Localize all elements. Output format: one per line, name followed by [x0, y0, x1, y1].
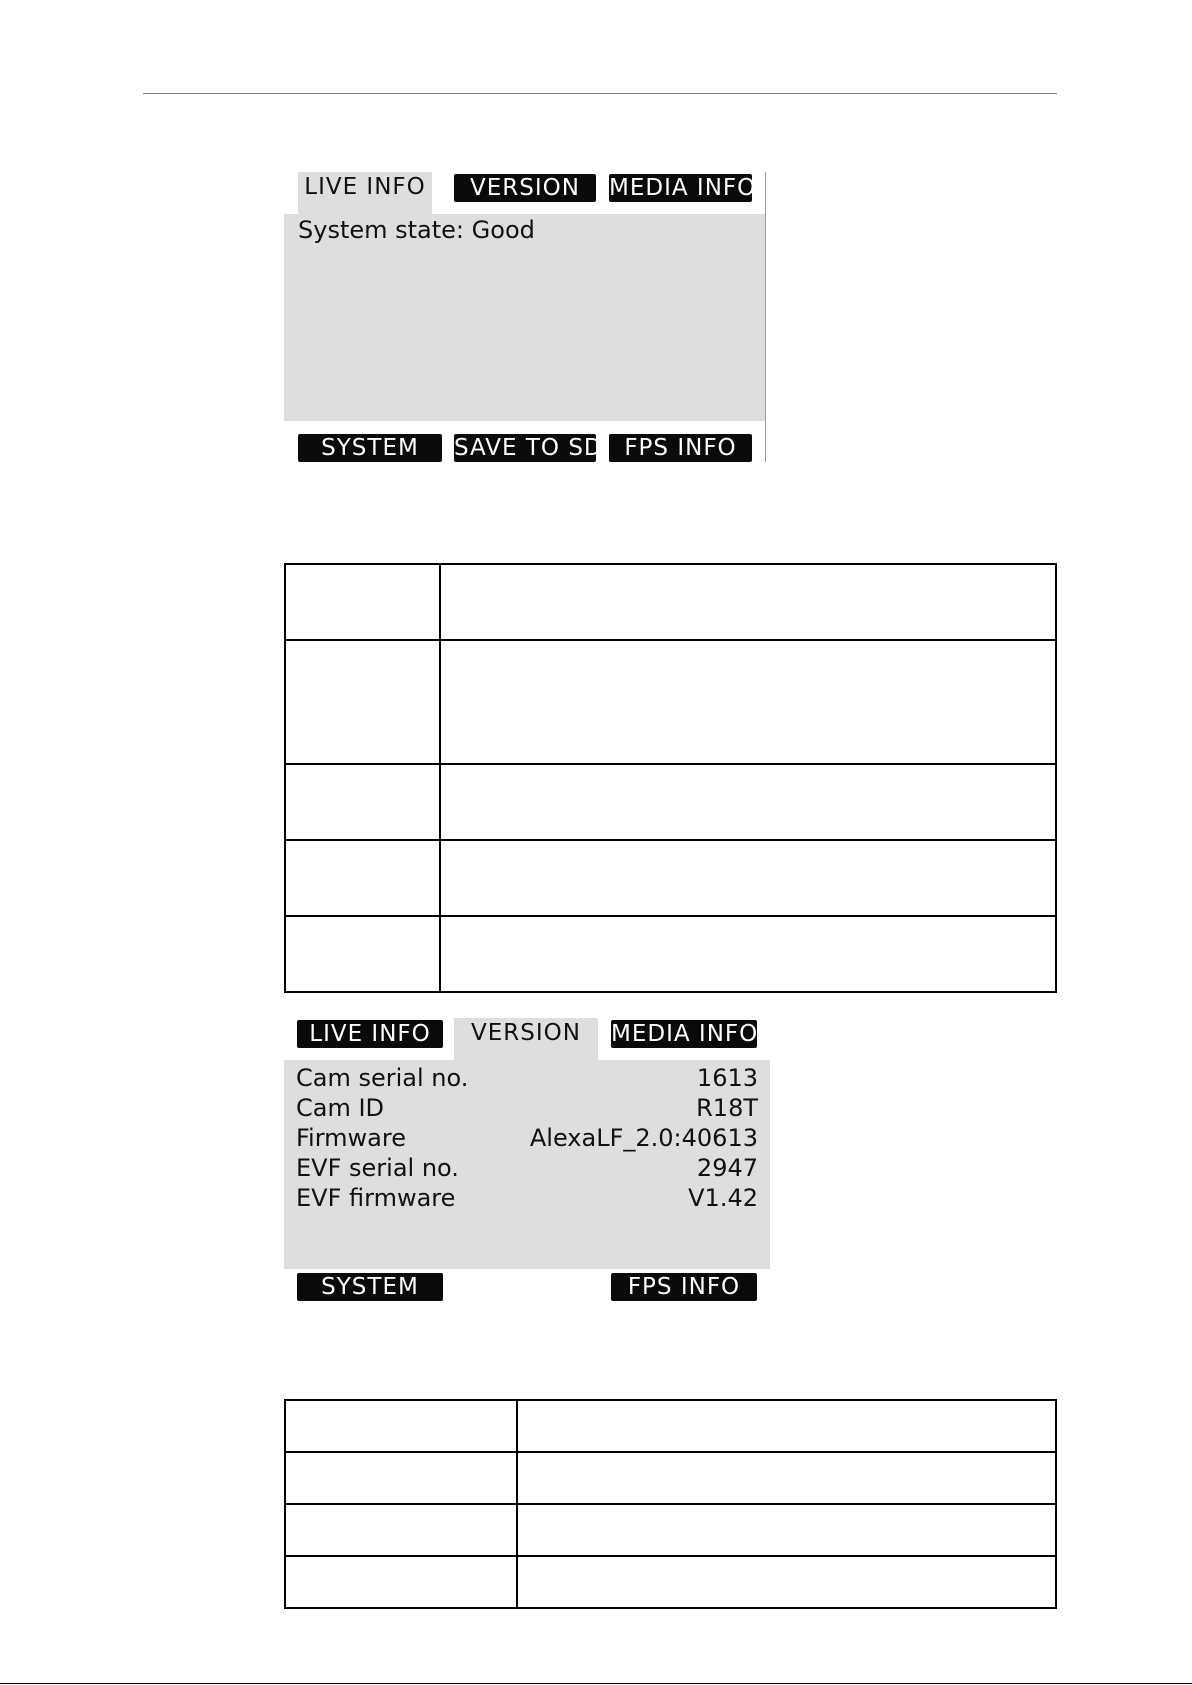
table-row: [285, 640, 1056, 764]
list-item: [284, 1184, 770, 1214]
table-cell: [285, 840, 440, 916]
cam-id-value: R18T: [696, 1094, 758, 1122]
table-row: [285, 1504, 1056, 1556]
firmware-label: Firmware: [296, 1124, 406, 1152]
table-cell: [440, 640, 1056, 764]
cam-serial-label: Cam serial no.: [296, 1064, 469, 1092]
table-row: [285, 1400, 1056, 1452]
table-cell: [440, 916, 1056, 992]
header-rule: [143, 93, 1057, 94]
list-item: [284, 1154, 770, 1184]
system-button[interactable]: SYSTEM: [298, 434, 442, 462]
table-cell: [440, 840, 1056, 916]
system-state-text: [298, 216, 535, 244]
table-row: [285, 764, 1056, 840]
live-info-panel: [284, 214, 765, 421]
table-cell: [517, 1556, 1056, 1608]
firmware-value: AlexaLF_2.0:40613: [529, 1124, 758, 1152]
table-row: [285, 916, 1056, 992]
table-row: [285, 564, 1056, 640]
table-cell: [285, 764, 440, 840]
system-state-label: System state:: [298, 216, 465, 244]
cam-serial-value: 1613: [696, 1064, 758, 1092]
table-cell: [285, 1452, 517, 1504]
table-row: [285, 1556, 1056, 1608]
tab-version[interactable]: VERSION: [454, 174, 596, 202]
live-info-description-table: [284, 563, 1057, 993]
table-cell: [517, 1504, 1056, 1556]
table-row: [285, 1452, 1056, 1504]
table-cell: [517, 1452, 1056, 1504]
table-cell: [285, 1504, 517, 1556]
save-to-sd-button[interactable]: SAVE TO SD: [454, 435, 603, 461]
screen-frame-edge: [765, 172, 766, 462]
table-cell: [285, 1400, 517, 1452]
version-description-table: [284, 1399, 1057, 1609]
evf-firmware-label: EVF firmware: [296, 1184, 456, 1212]
evf-firmware-value: V1.42: [688, 1184, 758, 1212]
system-state-value: Good: [471, 216, 535, 244]
fps-info-button[interactable]: FPS INFO: [611, 1273, 757, 1301]
tab-version[interactable]: VERSION: [454, 1018, 598, 1060]
list-item: [284, 1094, 770, 1124]
tab-media-info[interactable]: MEDIA INFO: [609, 175, 757, 201]
table-cell: [285, 916, 440, 992]
table-cell: [285, 564, 440, 640]
tab-live-info[interactable]: LIVE INFO: [298, 172, 432, 214]
table-row: [285, 840, 1056, 916]
table-cell: [285, 640, 440, 764]
tab-media-info[interactable]: MEDIA INFO: [611, 1021, 759, 1047]
tab-live-info[interactable]: LIVE INFO: [297, 1020, 443, 1048]
footer-rule: [0, 1683, 1192, 1684]
version-panel: [284, 1060, 770, 1269]
table-cell: [440, 764, 1056, 840]
fps-info-button[interactable]: FPS INFO: [609, 434, 752, 462]
table-cell: [285, 1556, 517, 1608]
evf-serial-value: 2947: [696, 1154, 758, 1182]
live-info-screen: [284, 172, 766, 462]
list-item: [284, 1064, 770, 1094]
table-cell: [517, 1400, 1056, 1452]
cam-id-label: Cam ID: [296, 1094, 385, 1122]
evf-serial-label: EVF serial no.: [296, 1154, 459, 1182]
table-cell: [440, 564, 1056, 640]
system-button[interactable]: SYSTEM: [297, 1273, 443, 1301]
version-screen: [284, 1018, 770, 1313]
list-item: [284, 1124, 770, 1154]
